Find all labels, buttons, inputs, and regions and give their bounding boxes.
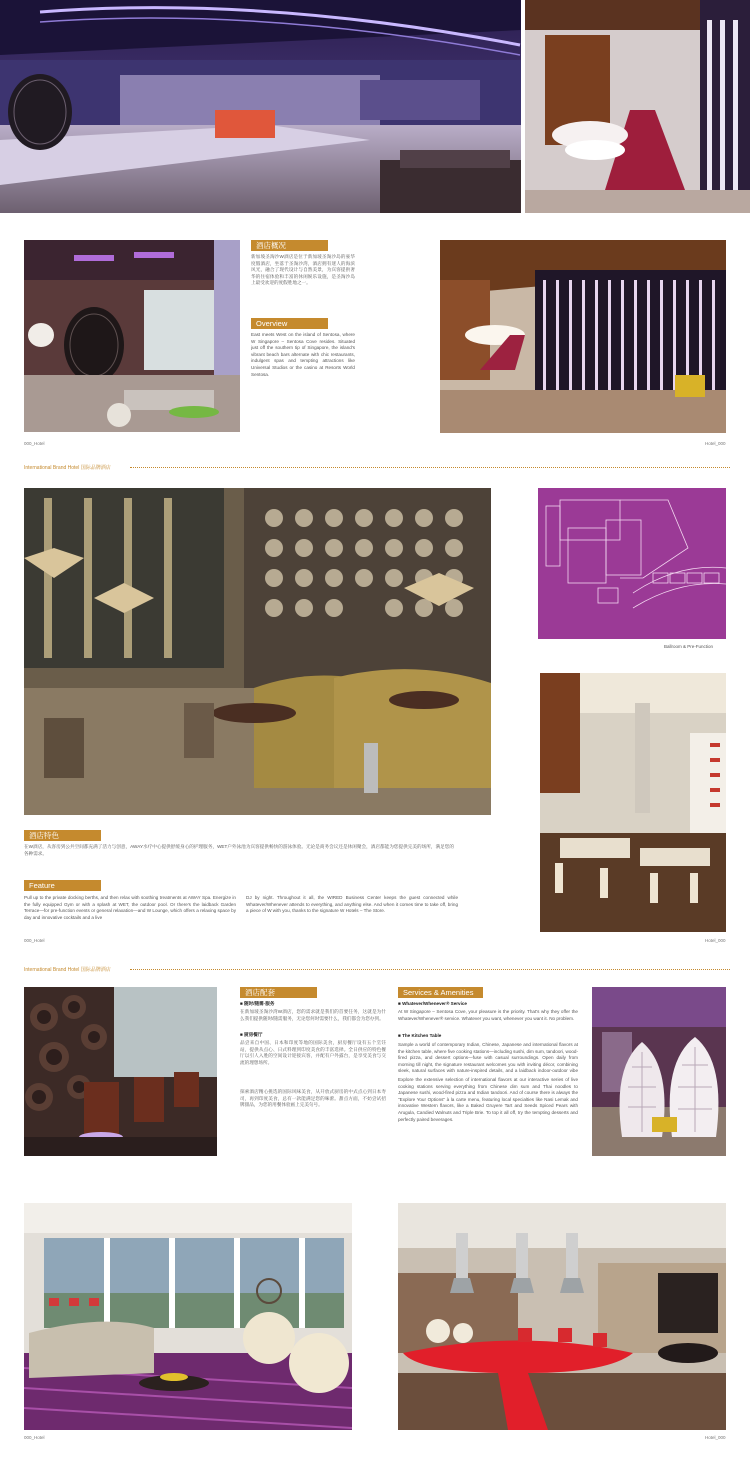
overview-heading: Overview bbox=[251, 318, 328, 329]
services-cn-sub2-label: ■ 厨房餐厅 bbox=[240, 1032, 263, 1037]
dining-photo bbox=[398, 1203, 726, 1430]
feature-text-2: DJ by night. Throughout it all, the WIRED Business Center keeps the guest connected while Whatever/Whenever attends to everything, and anything else. And when it comes time to take off, bring a piece of W with you, thanks to the signature W Hotels – The Store. bbox=[246, 895, 458, 914]
services-cn-sub2 bbox=[240, 1032, 386, 1039]
spread2-rule bbox=[130, 467, 730, 468]
services-cn-text2: 品尝来自中国、日本和印度等地的国际美食，厨房餐厅设有五个烹饪站，提供从点心、日式料理到印度美食的丰富选择。全日供应的特色餐厅以引人入胜的空间设计迎接宾客，并配有户外露台，是享受美食与交流的理想场所。 bbox=[240, 1040, 386, 1065]
folio-right-1: Hotel_000 bbox=[705, 441, 726, 446]
spread3-kicker: International Brand Hotel 国际品牌酒店 bbox=[24, 967, 111, 973]
feature-heading: Feature bbox=[24, 880, 101, 891]
services-text3: Explore the extensive selection of international flavors at our interactive series of live cooking stations serving everything from Chinese dim sum and Thai noodles to Japanese sushi, wood-fired pizza and Indian tandoori. And of course there is always the "Explore Your Options" à la carte menu, featuring local specialties like Nasi Lemak and innovative Western flavors, like a Baked Gruyere Tart and Seeds Spiced Pears with Arugula, Candied Walnuts and Triple Brie. To top it all off, try the tempting desserts and perfectly paired beverages. bbox=[398, 1077, 578, 1122]
services-sub1-label: Whatever/Whenever® Service bbox=[402, 1001, 467, 1006]
folio-left-2: 000_Hotel bbox=[24, 938, 45, 943]
folio-left-3: 000_Hotel bbox=[24, 1435, 45, 1440]
buffet-photo bbox=[540, 673, 726, 932]
bar-lounge-photo bbox=[24, 987, 217, 1156]
restaurant-photo bbox=[24, 488, 491, 815]
stair-wall-photo bbox=[440, 240, 726, 433]
feature-text-1: Pull up to the private docking berths, and then relax with soothing treatments at AWAY Spa. Energize in the fully equipped Gym or with a splash at WET, the outdoor pool. Or there's the laidback Garden Terrace—for pre-function events or general relaxation—and W Lounge, which offers a relaxing space by day and innovative cocktails and a live bbox=[24, 895, 236, 920]
overview-cn-text: 新加坡圣淘沙W酒店是位于新加坡圣淘沙岛的豪华度假酒店，坐落于圣淘沙湾，酒店拥有迷人的海滨风光，融合了现代设计与自然美景，为宾客提供奢华的住宿体验和丰富的休闲娱乐设施，是圣淘沙岛上最受欢迎的度假胜地之一。 bbox=[251, 254, 355, 286]
feature-cn-text: 在W酒店，从客房到公共空间都充满了活力与创意，AWAY水疗中心提供舒缓身心的护理服务，WET户外泳池为宾客提供畅快的游泳体验。无论是商务会议还是休闲聚会，酒店都能为您提供完美的场所，满足您的各种需求。 bbox=[24, 844, 454, 856]
pod-chairs-photo bbox=[592, 987, 726, 1156]
services-text1: At W Singapore – Sentosa Cove, your pleasure is the priority. That's why they offer the Whatever/Whenever® service. Whatever you want, whenever you want it. No problem. bbox=[398, 1009, 578, 1021]
suite-photo bbox=[24, 1203, 352, 1430]
floor-plan bbox=[538, 488, 726, 639]
services-sub2: ■ The Kitchen Table bbox=[398, 1033, 442, 1038]
folio-left-1: 000_Hotel bbox=[24, 441, 45, 446]
services-cn-text3: 探索酒店精心挑选的国际风味美食，从开放式厨房的中式点心到日本寿司，再到印度美食，总有一款能满足您的味蕾。甜点方面，不妨尝试招牌甜品，为您的用餐体验画上完美句号。 bbox=[240, 1089, 386, 1108]
folio-right-3: Hotel_000 bbox=[705, 1435, 726, 1440]
services-cn-sub1-label: ■ 随时/随需·服务 bbox=[240, 1001, 275, 1006]
services-text2: Sample a world of contemporary Indian, Chinese, Japanese and international flavors at the kitchen table, where five cooking stations—including sushi, dim sum, tandoori, wood-fired pizza, and dessert options—fuse with casual surroundings. Open daily from morning till night, the signature restaurant welcomes you with inviting décor, combining sleek, natural surfaces with nature-inspired details, and a laidback indoor-outdoor vibe bbox=[398, 1042, 578, 1074]
overview-text: East meets West on the island of Sentosa, where W Singapore – Sentosa Cove resides. Situated just off the southern tip of Singapore, the island's vibrant beach bars alternate with chic restaurants, indulgent spas and tempting attractions like Universal Studios or the casino at Resorts World Sentosa. bbox=[251, 332, 355, 377]
lounge-photo bbox=[24, 240, 240, 432]
overview-cn-heading: 酒店概况 bbox=[251, 240, 328, 251]
services-cn-text1: 在新加坡圣淘沙湾W酒店，您的需求就是我们的首要任务，这就是为什么我们提供随时/随需服务，无论您何时需要什么，我们都会为您办到。 bbox=[240, 1009, 386, 1021]
spread2-kicker: International Brand Hotel 国际品牌酒店 bbox=[24, 465, 111, 471]
lobby-photo bbox=[0, 0, 521, 213]
staircase-photo bbox=[525, 0, 750, 213]
feature-cn-heading: 酒店特色 bbox=[24, 830, 101, 841]
services-sub1: ■ Whatever/Whenever® Service bbox=[398, 1001, 467, 1006]
services-heading: Services & Amenities bbox=[398, 987, 483, 998]
services-cn-sub1 bbox=[240, 1001, 386, 1008]
folio-right-2: Hotel_000 bbox=[705, 938, 726, 943]
floor-plan-caption: Ballroom & Pre-Function bbox=[664, 644, 714, 649]
services-sub2-label: The Kitchen Table bbox=[402, 1033, 442, 1038]
services-cn-heading: 酒店配套 bbox=[240, 987, 317, 998]
spread3-rule bbox=[130, 969, 730, 970]
